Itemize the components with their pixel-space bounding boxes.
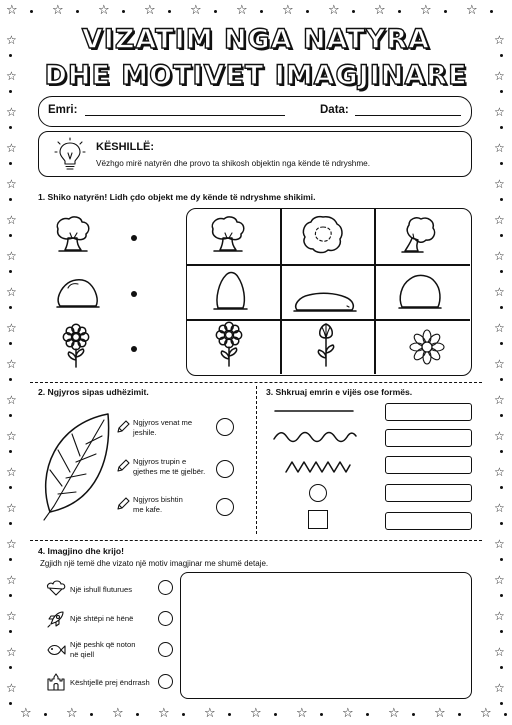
option-4-radio[interactable] <box>158 674 173 689</box>
dot-decoration <box>366 713 369 716</box>
star-decoration: ☆ <box>144 3 156 18</box>
star-decoration: ☆ <box>328 3 340 18</box>
section3-heading: 3. Shkruaj emrin e vijës ose formës. <box>266 387 413 397</box>
star-decoration: ☆ <box>6 429 17 443</box>
divider <box>256 386 257 534</box>
dot-decoration <box>9 198 12 201</box>
leaf-icon <box>42 412 114 522</box>
star-decoration: ☆ <box>494 213 505 227</box>
dot-decoration <box>500 486 503 489</box>
pencil-icon <box>116 459 130 473</box>
dot-decoration <box>500 558 503 561</box>
dot-decoration <box>9 630 12 633</box>
dot-decoration <box>500 414 503 417</box>
dot-decoration <box>412 713 415 716</box>
dot-decoration <box>504 713 507 716</box>
star-decoration: ☆ <box>66 706 78 721</box>
dot-decoration <box>500 162 503 165</box>
square-shape-icon <box>308 510 328 529</box>
drawing-area[interactable] <box>180 572 472 699</box>
star-decoration: ☆ <box>6 609 17 623</box>
star-decoration: ☆ <box>494 465 505 479</box>
answer-circle-3[interactable] <box>216 498 234 516</box>
dot-decoration <box>500 234 503 237</box>
color-instruction-2: Ngjyros trupin e gjethes me të gjelbër. <box>133 457 206 476</box>
title-line-2: DHE MOTIVET IMAGJINARE <box>44 60 468 91</box>
star-decoration: ☆ <box>6 321 17 335</box>
dot-decoration <box>214 10 217 13</box>
date-label: Data: <box>320 104 349 116</box>
dot-decoration <box>9 414 12 417</box>
star-decoration: ☆ <box>158 706 170 721</box>
section2-heading: 2. Ngjyros sipas udhëzimit. <box>38 387 149 397</box>
star-decoration: ☆ <box>6 501 17 515</box>
star-decoration: ☆ <box>494 573 505 587</box>
star-decoration: ☆ <box>6 177 17 191</box>
star-decoration: ☆ <box>494 105 505 119</box>
dot-decoration <box>76 10 79 13</box>
option-2-radio[interactable] <box>158 611 173 626</box>
star-decoration: ☆ <box>6 357 17 371</box>
star-decoration: ☆ <box>6 105 17 119</box>
star-decoration: ☆ <box>204 706 216 721</box>
divider <box>30 540 482 541</box>
tip-box <box>38 131 472 177</box>
star-decoration: ☆ <box>6 573 17 587</box>
star-decoration: ☆ <box>494 33 505 47</box>
dot-decoration <box>9 306 12 309</box>
dot-decoration <box>9 378 12 381</box>
section1-heading: 1. Shiko natyrën! Lidh çdo objekt me dy kënde të ndryshme shikimi. <box>38 192 316 202</box>
dot-decoration <box>500 594 503 597</box>
star-decoration: ☆ <box>296 706 308 721</box>
option-1-radio[interactable] <box>158 580 173 595</box>
answer-box-3[interactable] <box>385 456 472 474</box>
pencil-icon <box>116 420 130 434</box>
star-decoration: ☆ <box>20 706 32 721</box>
dot-decoration <box>44 713 47 716</box>
dot-decoration <box>500 270 503 273</box>
star-decoration: ☆ <box>494 537 505 551</box>
option-2-text: Një shtëpi në hënë <box>70 614 134 623</box>
dot-decoration <box>9 162 12 165</box>
connector-dot-2[interactable] <box>131 291 137 297</box>
dot-decoration <box>444 10 447 13</box>
dot-decoration <box>9 126 12 129</box>
flower-side-view-icon <box>311 322 341 368</box>
star-decoration: ☆ <box>6 69 17 83</box>
star-decoration: ☆ <box>494 141 505 155</box>
star-decoration: ☆ <box>494 429 505 443</box>
star-decoration: ☆ <box>374 3 386 18</box>
dot-decoration <box>500 450 503 453</box>
tree-side-view-icon <box>399 216 439 256</box>
section4-heading: 4. Imagjino dhe krijo! <box>38 546 124 556</box>
dot-decoration <box>500 306 503 309</box>
star-decoration: ☆ <box>480 706 492 721</box>
dot-decoration <box>260 10 263 13</box>
dot-decoration <box>458 713 461 716</box>
dot-decoration <box>274 713 277 716</box>
dot-decoration <box>182 713 185 716</box>
dot-decoration <box>500 630 503 633</box>
dot-decoration <box>9 702 12 705</box>
star-decoration: ☆ <box>282 3 294 18</box>
star-decoration: ☆ <box>6 393 17 407</box>
circle-shape-icon <box>309 484 327 502</box>
star-decoration: ☆ <box>6 249 17 263</box>
dot-decoration <box>9 522 12 525</box>
star-decoration: ☆ <box>250 706 262 721</box>
dot-decoration <box>490 10 493 13</box>
dot-decoration <box>352 10 355 13</box>
wavy-line-icon <box>273 430 357 444</box>
lightbulb-icon <box>55 138 85 170</box>
star-decoration: ☆ <box>190 3 202 18</box>
dot-decoration <box>398 10 401 13</box>
dot-decoration <box>306 10 309 13</box>
rock-flat-icon <box>293 288 357 314</box>
answer-circle-1[interactable] <box>216 418 234 436</box>
star-decoration: ☆ <box>6 141 17 155</box>
tree-icon <box>208 216 248 256</box>
color-instruction-1: Ngjyros venat me jeshile. <box>133 418 193 437</box>
dot-decoration <box>500 126 503 129</box>
connector-dot-1[interactable] <box>131 235 137 241</box>
name-label: Emri: <box>48 104 78 116</box>
answer-circle-2[interactable] <box>216 460 234 478</box>
star-decoration: ☆ <box>494 357 505 371</box>
star-decoration: ☆ <box>494 285 505 299</box>
star-decoration: ☆ <box>6 213 17 227</box>
tree-top-view-icon <box>302 215 344 255</box>
dot-decoration <box>500 666 503 669</box>
rock-icon <box>56 274 100 310</box>
star-decoration: ☆ <box>342 706 354 721</box>
dot-decoration <box>9 234 12 237</box>
pencil-icon <box>116 497 130 511</box>
name-date-box <box>38 96 472 127</box>
star-decoration: ☆ <box>420 3 432 18</box>
dot-decoration <box>90 713 93 716</box>
floating-island-icon <box>46 580 66 596</box>
dot-decoration <box>9 666 12 669</box>
dot-decoration <box>9 594 12 597</box>
star-decoration: ☆ <box>98 3 110 18</box>
star-decoration: ☆ <box>494 501 505 515</box>
star-decoration: ☆ <box>6 33 17 47</box>
fish-icon <box>46 643 66 657</box>
dot-decoration <box>30 10 33 13</box>
dot-decoration <box>9 342 12 345</box>
section4-instruction: Zgjidh një temë dhe vizato një motiv imagjinar me shumë detaje. <box>40 559 269 568</box>
dot-decoration <box>122 10 125 13</box>
flower-top-view-icon <box>409 329 445 365</box>
dot-decoration <box>500 342 503 345</box>
star-decoration: ☆ <box>6 3 18 18</box>
divider <box>30 382 482 383</box>
date-field[interactable] <box>355 115 461 116</box>
dot-decoration <box>500 198 503 201</box>
star-decoration: ☆ <box>6 465 17 479</box>
star-decoration: ☆ <box>112 706 124 721</box>
option-3-text: Një peshk që noton në qiell <box>70 640 136 659</box>
dot-decoration <box>136 713 139 716</box>
answer-box-5[interactable] <box>385 512 472 530</box>
star-decoration: ☆ <box>6 285 17 299</box>
title-line-1: VIZATIM NGA NATYRA <box>81 24 431 55</box>
star-decoration: ☆ <box>494 645 505 659</box>
star-decoration: ☆ <box>434 706 446 721</box>
flower-icon <box>211 322 247 368</box>
star-decoration: ☆ <box>52 3 64 18</box>
rock-tall-icon <box>214 270 248 312</box>
star-decoration: ☆ <box>494 609 505 623</box>
color-instruction-3: Ngjyros bishtin me kafe. <box>133 495 183 514</box>
dot-decoration <box>500 522 503 525</box>
dot-decoration <box>500 378 503 381</box>
tip-heading: KËSHILLË: <box>96 141 155 153</box>
star-decoration: ☆ <box>6 645 17 659</box>
rocket-icon <box>47 610 65 628</box>
flower-icon <box>58 324 94 368</box>
dot-decoration <box>9 486 12 489</box>
dot-decoration <box>228 713 231 716</box>
star-decoration: ☆ <box>388 706 400 721</box>
connector-dot-3[interactable] <box>131 346 137 352</box>
dot-decoration <box>9 270 12 273</box>
rock-round-icon <box>398 272 442 312</box>
option-3-radio[interactable] <box>158 642 173 657</box>
castle-icon <box>46 673 66 691</box>
star-decoration: ☆ <box>466 3 478 18</box>
name-field[interactable] <box>85 115 285 116</box>
star-decoration: ☆ <box>494 681 505 695</box>
dot-decoration <box>320 713 323 716</box>
answer-box-4[interactable] <box>385 484 472 502</box>
tip-text: Vëzhgo mirë natyrën dhe provo ta shikosh objektin nga kënde të ndryshme. <box>96 159 370 168</box>
star-decoration: ☆ <box>494 177 505 191</box>
straight-line-icon <box>275 409 355 413</box>
option-4-text: Kështjellë prej ëndrrash <box>70 678 150 687</box>
star-decoration: ☆ <box>494 69 505 83</box>
dot-decoration <box>9 558 12 561</box>
star-decoration: ☆ <box>494 249 505 263</box>
option-1-text: Një ishull fluturues <box>70 585 133 594</box>
star-decoration: ☆ <box>6 537 17 551</box>
star-decoration: ☆ <box>494 393 505 407</box>
dot-decoration <box>9 450 12 453</box>
tree-icon <box>53 216 93 256</box>
dot-decoration <box>168 10 171 13</box>
dot-decoration <box>500 702 503 705</box>
zigzag-line-icon <box>285 460 351 474</box>
answer-box-1[interactable] <box>385 403 472 421</box>
star-decoration: ☆ <box>236 3 248 18</box>
star-decoration: ☆ <box>6 681 17 695</box>
answer-box-2[interactable] <box>385 429 472 447</box>
star-decoration: ☆ <box>494 321 505 335</box>
